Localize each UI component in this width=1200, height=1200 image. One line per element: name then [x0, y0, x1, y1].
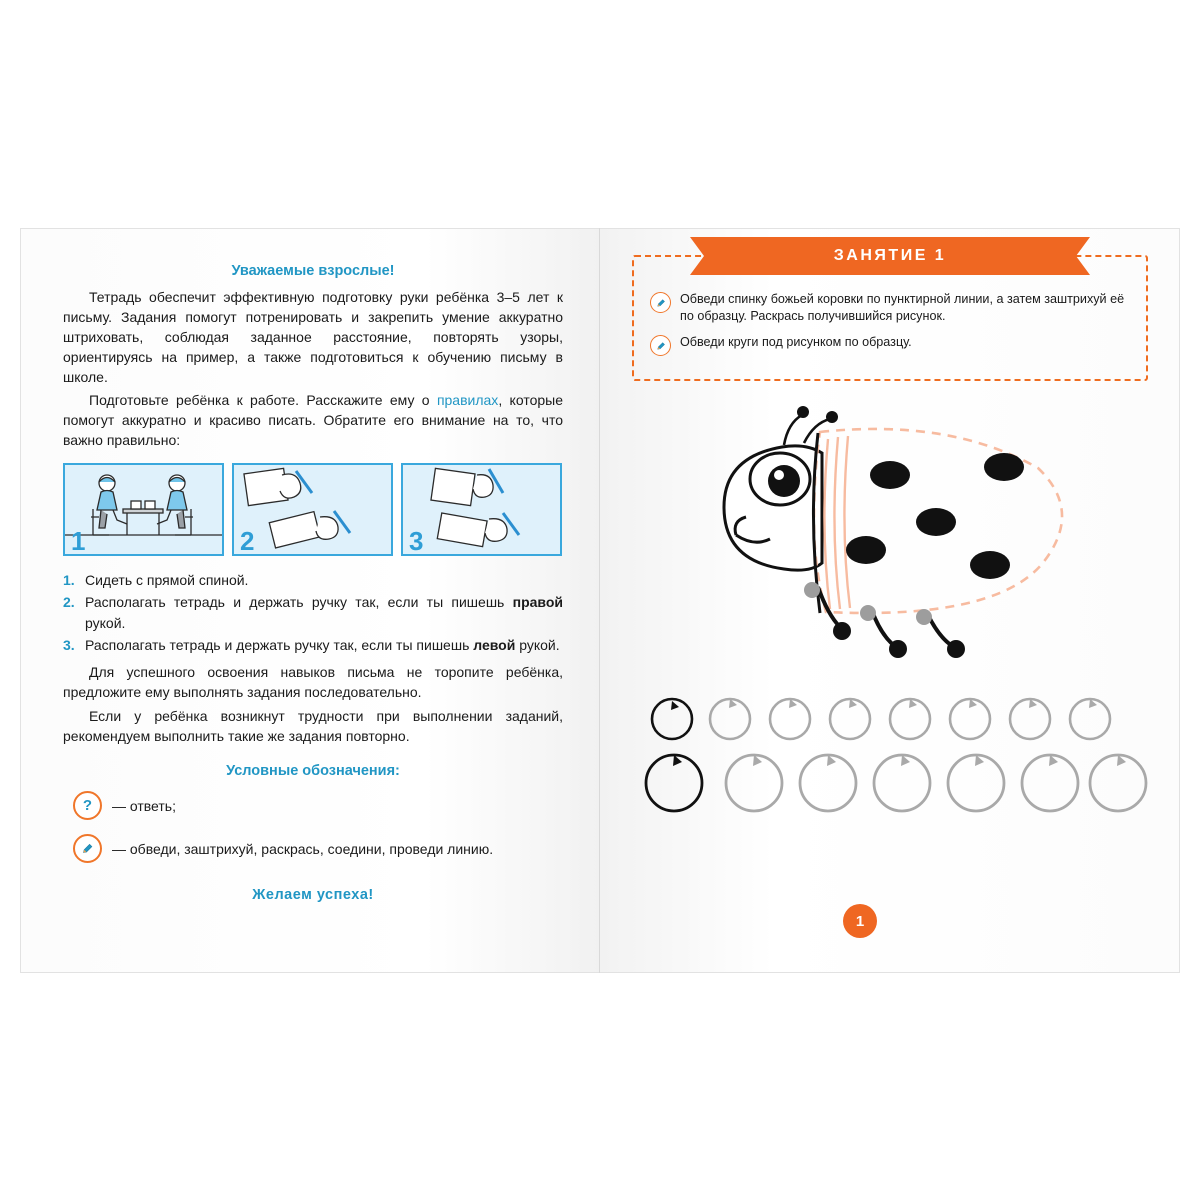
rules-highlight: правилах: [436, 392, 499, 409]
legend-item-trace: [63, 834, 563, 863]
intro-paragraph-1: Тетрадь обеспечит эффективную подготовку руки ребёнка 3–5 лет к письму. Задания помогут потренировать и закрепить умение аккуратно штриховать, соблюдая заданное расстояние, повторять узоры, ориентируясь на пример, а также подготовиться к обучению письму в школе.: [63, 289, 563, 385]
closing-paragraph-2: Если у ребёнка возникнут трудности при выполнении заданий, рекомендуем выполнить такие же задания повторно.: [63, 707, 563, 744]
ladybug-spot: [870, 461, 910, 489]
legend-item-answer: [63, 791, 563, 820]
rule-text: Сидеть с прямой спиной.: [85, 572, 249, 588]
right-hand-writing-illustration: [234, 465, 391, 554]
rule-number: 3.: [63, 636, 75, 653]
right-page: [600, 228, 1180, 973]
lesson-ribbon: [690, 237, 1090, 275]
pencil-icon: [80, 841, 95, 856]
antenna-tip: [797, 406, 809, 418]
ladybug-spot: [984, 453, 1024, 481]
rule-bold: левой: [473, 636, 516, 653]
legend-title: Условные обозначения:: [226, 762, 400, 779]
large-circles-row: [646, 755, 1146, 811]
task-item: [650, 291, 1130, 325]
task-panel: [632, 247, 1148, 381]
intro-paragraph-2: [63, 391, 563, 451]
closing-paragraph-1: Для успешного освоения навыков письма не торопите ребёнка, предложите ему выполнять задания последовательно.: [63, 664, 563, 701]
figure-number: 3: [409, 526, 424, 556]
rule-text: Располагать тетрадь и держать ручку так, если ты пишешь: [85, 636, 474, 653]
figure-number: 2: [240, 526, 255, 556]
hatching-sample: [824, 436, 850, 609]
children-at-desk-illustration: [65, 465, 222, 554]
ladybug-illustration: [632, 387, 1148, 687]
rule-text: Располагать тетрадь и держать ручку так, если ты пишешь: [85, 594, 513, 611]
rule-tail: рукой.: [515, 636, 560, 653]
rule-item: [63, 570, 563, 590]
ladybug-spot: [970, 551, 1010, 579]
tracing-rows: [632, 689, 1148, 854]
legend-item-label: — обведи, заштрихуй, раскрась, соедини, проведи линию.: [112, 840, 494, 857]
paragraph2-before: Подготовьте ребёнка к работе. Расскажите ему о: [89, 392, 437, 409]
pencil-badge-icon: [650, 335, 671, 356]
figure-number: 1: [71, 526, 86, 556]
antenna-tip: [826, 411, 838, 423]
task-text: Обведи круги под рисунком по образцу.: [680, 335, 912, 349]
left-hand-writing-illustration: [403, 465, 560, 554]
pencil-badge-icon: [73, 834, 102, 863]
pencil-icon: [655, 297, 667, 309]
posture-figures: [63, 463, 563, 556]
circle-practice-rows: [632, 689, 1148, 849]
rule-item: [63, 635, 563, 655]
question-badge-icon: ?: [73, 791, 102, 820]
figure-left-hand-writing: [401, 463, 562, 556]
pencil-badge-icon: [650, 292, 671, 313]
rule-tail: рукой.: [85, 614, 126, 631]
book-spread: [20, 228, 1180, 973]
left-page: [20, 228, 600, 973]
ladybug-drawing: [632, 387, 1148, 687]
figure-right-hand-writing: [232, 463, 393, 556]
legend-item-label: — ответь;: [112, 797, 176, 814]
rule-number: 1.: [63, 572, 75, 588]
small-circles-row: [652, 699, 1110, 739]
rule-bold: правой: [512, 594, 563, 611]
lesson-title: ЗАНЯТИЕ 1: [833, 247, 947, 264]
task-text: Обведи спинку божьей коровки по пунктирной линии, а затем заштрихуй её по образцу. Раскрась получившийся рисунок.: [680, 292, 1125, 323]
page-title: Уважаемые взрослые!: [231, 263, 395, 279]
rule-number: 2.: [63, 594, 75, 611]
ladybug-spot: [846, 536, 886, 564]
paragraph2-after: , которые помогут аккуратно и красиво писать. Обратите его внимание на то, что важно правильно:: [63, 392, 563, 449]
pencil-icon: [655, 340, 667, 352]
page-number: 1: [843, 904, 877, 938]
task-item: [650, 334, 1130, 356]
closing-wish: Желаем успеха!: [252, 886, 374, 903]
ladybug-spot: [916, 508, 956, 536]
rule-item: [63, 592, 563, 633]
figure-children-at-desk: [63, 463, 224, 556]
